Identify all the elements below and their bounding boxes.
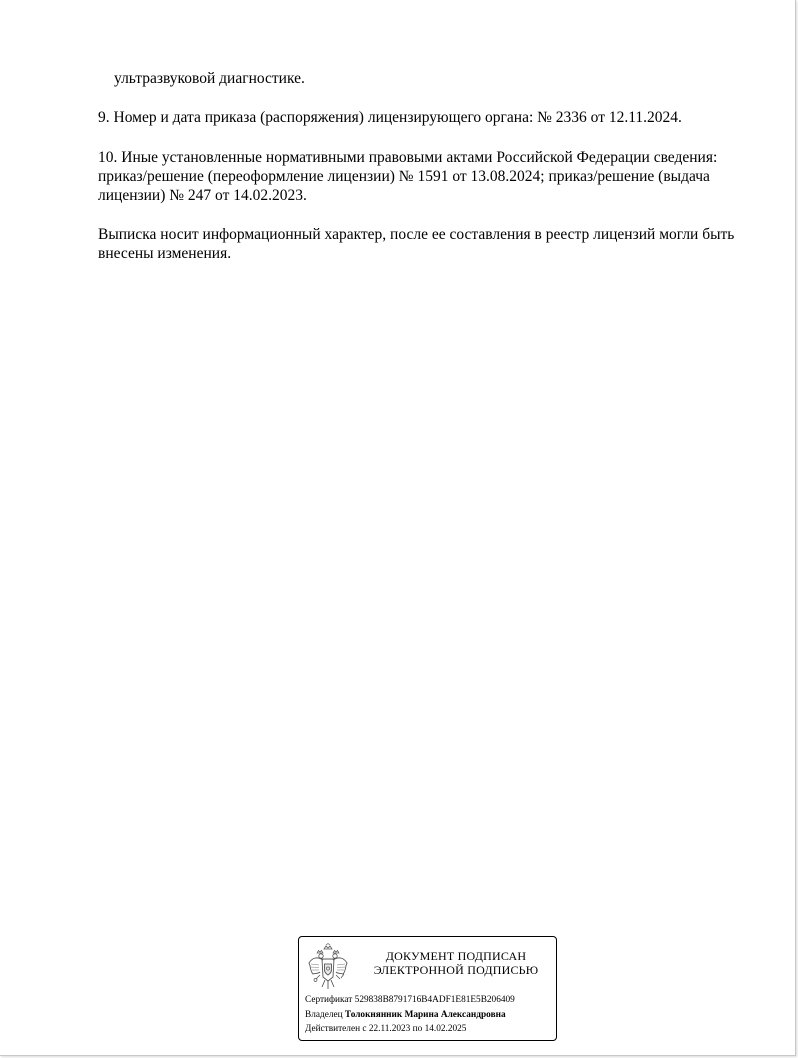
validity-line — [305, 1024, 466, 1035]
item-9-text: 9. Номер и дата приказа (распоряжения) лицензирующего органа: № 2336 от 12.11.2024. — [98, 109, 682, 126]
item-9 — [98, 108, 758, 127]
item-10-line: 10. Иные установленные нормативными правовыми актами Российской Федерации сведения: — [98, 149, 718, 166]
stamp-title — [361, 949, 551, 977]
owner-line — [305, 1010, 506, 1021]
validity-value: с 22.11.2023 по 14.02.2025 — [362, 1024, 467, 1034]
russian-coat-of-arms-icon — [307, 943, 349, 993]
disclaimer-line: внесены изменения. — [98, 245, 232, 262]
owner-label: Владелец — [305, 1010, 343, 1020]
certificate-value: 529838B8791716B4ADF1E81E5B206409 — [354, 995, 515, 1005]
electronic-signature-stamp — [298, 936, 557, 1041]
item-10-line: приказ/решение (переоформление лицензии) № 1591 от 13.08.2024; приказ/решение (выдача — [98, 168, 710, 185]
continuation-line: ультразвуковой диагностике. — [114, 70, 305, 87]
certificate-line — [305, 995, 515, 1006]
disclaimer — [98, 225, 758, 263]
continuation-text — [114, 69, 774, 88]
item-10-line: лицензии) № 247 от 14.02.2023. — [98, 187, 307, 204]
item-10 — [98, 148, 758, 205]
certificate-label: Сертификат — [305, 995, 353, 1005]
stamp-title-line: ДОКУМЕНТ ПОДПИСАН — [385, 949, 527, 963]
validity-label: Действителен — [305, 1024, 361, 1034]
disclaimer-line: Выписка носит информационный характер, после ее составления в реестр лицензий могли быть — [98, 226, 735, 243]
stamp-title-line: ЭЛЕКТРОННОЙ ПОДПИСЬЮ — [373, 963, 539, 977]
owner-value: Толокнянник Марина Александровна — [344, 1010, 506, 1020]
